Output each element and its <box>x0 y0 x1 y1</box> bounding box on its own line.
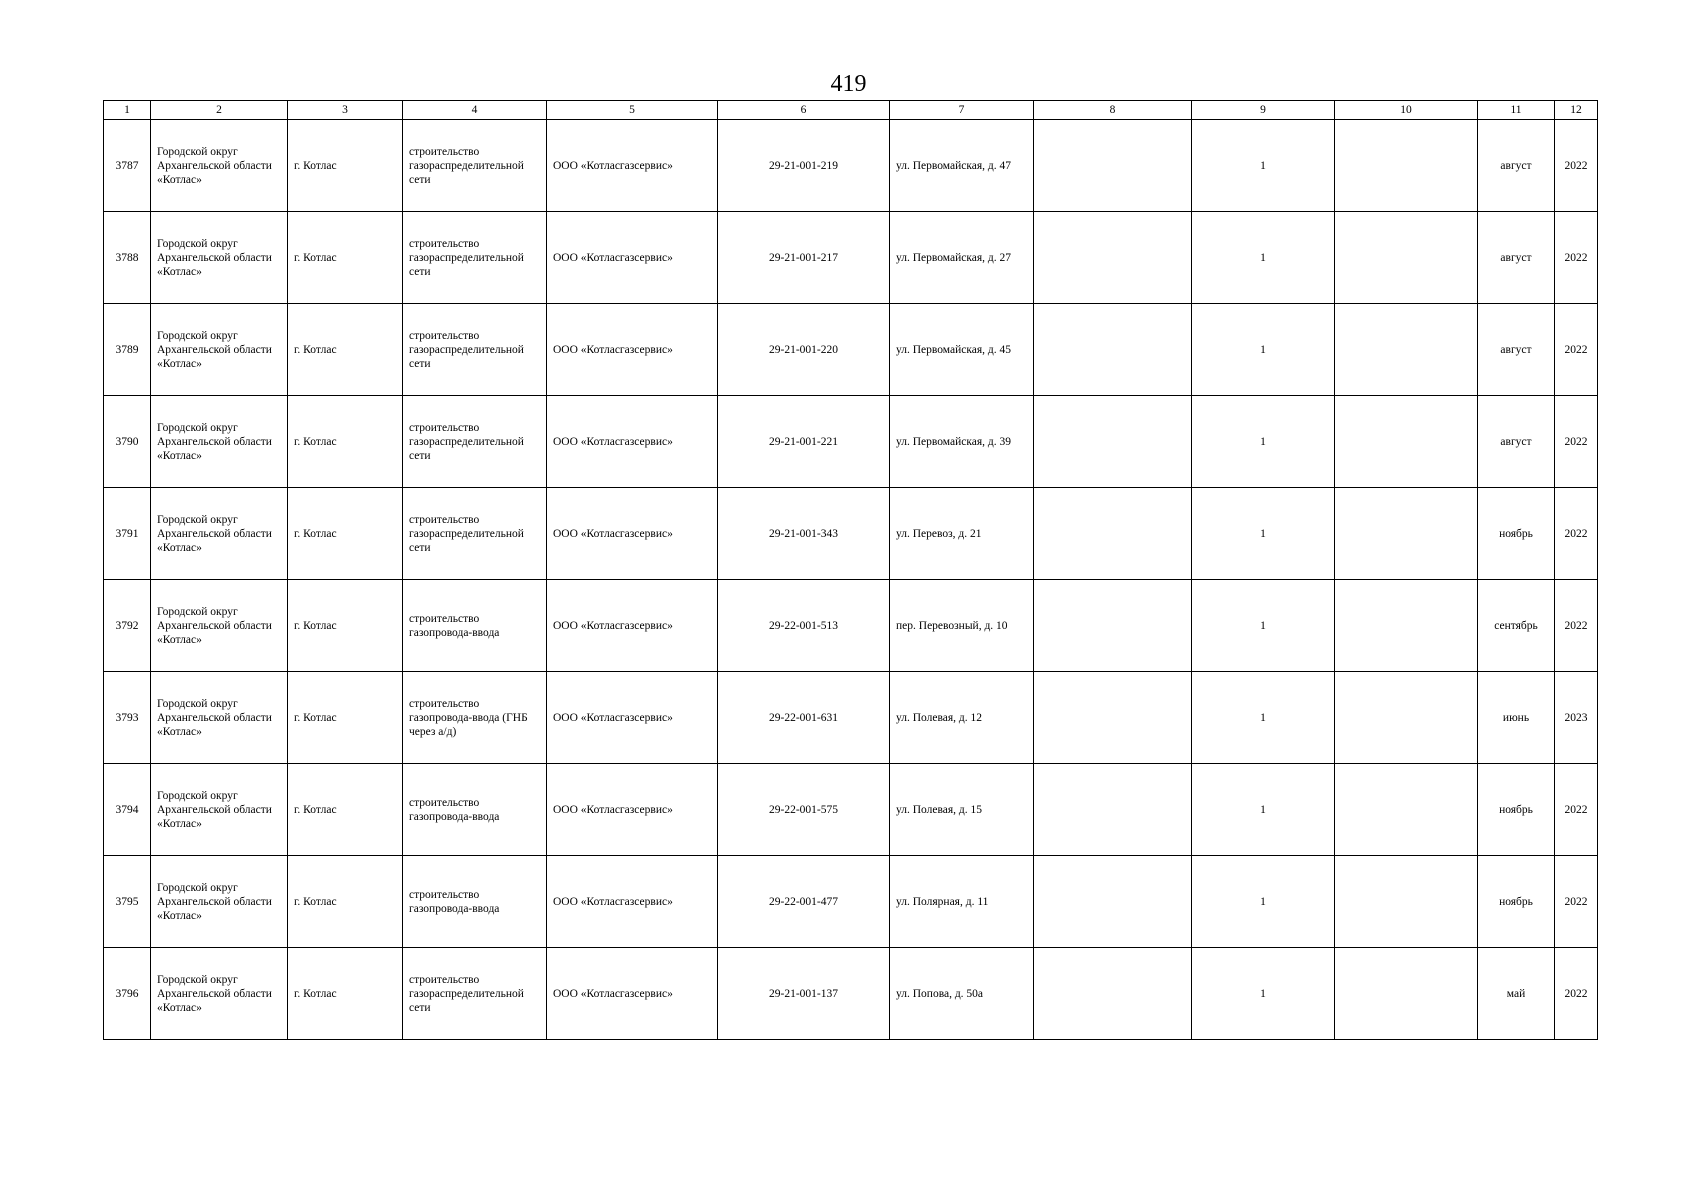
object-code-cell: 29-21-001-221 <box>718 396 890 488</box>
object-code-cell: 29-22-001-575 <box>718 764 890 856</box>
month-cell: сентябрь <box>1478 580 1555 672</box>
table-row <box>104 672 1598 764</box>
column-number: 12 <box>1555 101 1598 120</box>
column-8-cell <box>1034 764 1192 856</box>
header-row <box>104 101 1598 120</box>
row-number: 3787 <box>104 120 151 212</box>
column-number: 5 <box>547 101 718 120</box>
column-10-cell <box>1335 856 1478 948</box>
city-cell: г. Котлас <box>288 856 403 948</box>
address-cell: ул. Первомайская, д. 27 <box>890 212 1034 304</box>
year-cell: 2022 <box>1555 856 1598 948</box>
column-number: 3 <box>288 101 403 120</box>
month-cell: ноябрь <box>1478 856 1555 948</box>
city-cell: г. Котлас <box>288 764 403 856</box>
table-row <box>104 304 1598 396</box>
row-number: 3795 <box>104 856 151 948</box>
object-code-cell: 29-21-001-343 <box>718 488 890 580</box>
company-cell: ООО «Котласгазсервис» <box>547 764 718 856</box>
column-number: 11 <box>1478 101 1555 120</box>
row-number: 3796 <box>104 948 151 1040</box>
column-10-cell <box>1335 488 1478 580</box>
table-row <box>104 948 1598 1040</box>
column-number: 8 <box>1034 101 1192 120</box>
column-number: 4 <box>403 101 547 120</box>
column-number-header <box>104 101 1598 120</box>
municipality-cell: Городской округ Архангельской области «Котлас» <box>151 488 288 580</box>
month-cell: август <box>1478 304 1555 396</box>
column-10-cell <box>1335 764 1478 856</box>
column-8-cell <box>1034 212 1192 304</box>
company-cell: ООО «Котласгазсервис» <box>547 396 718 488</box>
quantity-cell: 1 <box>1192 580 1335 672</box>
column-number: 6 <box>718 101 890 120</box>
company-cell: ООО «Котласгазсервис» <box>547 948 718 1040</box>
table-row <box>104 212 1598 304</box>
column-10-cell <box>1335 580 1478 672</box>
column-10-cell <box>1335 396 1478 488</box>
column-number: 1 <box>104 101 151 120</box>
object-code-cell: 29-21-001-219 <box>718 120 890 212</box>
year-cell: 2022 <box>1555 304 1598 396</box>
row-number: 3792 <box>104 580 151 672</box>
row-number: 3794 <box>104 764 151 856</box>
column-10-cell <box>1335 304 1478 396</box>
column-10-cell <box>1335 948 1478 1040</box>
company-cell: ООО «Котласгазсервис» <box>547 304 718 396</box>
month-cell: август <box>1478 120 1555 212</box>
company-cell: ООО «Котласгазсервис» <box>547 212 718 304</box>
row-number: 3791 <box>104 488 151 580</box>
object-code-cell: 29-22-001-477 <box>718 856 890 948</box>
row-number: 3793 <box>104 672 151 764</box>
row-number: 3789 <box>104 304 151 396</box>
column-number: 9 <box>1192 101 1335 120</box>
company-cell: ООО «Котласгазсервис» <box>547 488 718 580</box>
work-type-cell: строительство газораспределительной сети <box>403 396 547 488</box>
municipality-cell: Городской округ Архангельской области «Котлас» <box>151 396 288 488</box>
table-row <box>104 856 1598 948</box>
page-number: 419 <box>830 71 867 97</box>
month-cell: август <box>1478 396 1555 488</box>
work-type-cell: строительство газопровода-ввода <box>403 580 547 672</box>
table-row <box>104 580 1598 672</box>
municipality-cell: Городской округ Архангельской области «Котлас» <box>151 856 288 948</box>
year-cell: 2022 <box>1555 580 1598 672</box>
year-cell: 2022 <box>1555 488 1598 580</box>
address-cell: пер. Перевозный, д. 10 <box>890 580 1034 672</box>
quantity-cell: 1 <box>1192 396 1335 488</box>
quantity-cell: 1 <box>1192 304 1335 396</box>
company-cell: ООО «Котласгазсервис» <box>547 120 718 212</box>
month-cell: ноябрь <box>1478 488 1555 580</box>
quantity-cell: 1 <box>1192 948 1335 1040</box>
municipality-cell: Городской округ Архангельской области «Котлас» <box>151 212 288 304</box>
month-cell: июнь <box>1478 672 1555 764</box>
column-number: 10 <box>1335 101 1478 120</box>
municipality-cell: Городской округ Архангельской области «Котлас» <box>151 304 288 396</box>
city-cell: г. Котлас <box>288 120 403 212</box>
year-cell: 2022 <box>1555 948 1598 1040</box>
municipality-cell: Городской округ Архангельской области «Котлас» <box>151 672 288 764</box>
work-type-cell: строительство газопровода-ввода <box>403 764 547 856</box>
column-8-cell <box>1034 948 1192 1040</box>
city-cell: г. Котлас <box>288 304 403 396</box>
year-cell: 2023 <box>1555 672 1598 764</box>
quantity-cell: 1 <box>1192 856 1335 948</box>
column-8-cell <box>1034 120 1192 212</box>
quantity-cell: 1 <box>1192 764 1335 856</box>
table-row <box>104 120 1598 212</box>
company-cell: ООО «Котласгазсервис» <box>547 672 718 764</box>
object-code-cell: 29-21-001-217 <box>718 212 890 304</box>
month-cell: август <box>1478 212 1555 304</box>
column-number: 2 <box>151 101 288 120</box>
quantity-cell: 1 <box>1192 212 1335 304</box>
work-type-cell: строительство газопровода-ввода <box>403 856 547 948</box>
city-cell: г. Котлас <box>288 488 403 580</box>
address-cell: ул. Полярная, д. 11 <box>890 856 1034 948</box>
address-cell: ул. Перевоз, д. 21 <box>890 488 1034 580</box>
work-type-cell: строительство газораспределительной сети <box>403 948 547 1040</box>
municipality-cell: Городской округ Архангельской области «Котлас» <box>151 580 288 672</box>
quantity-cell: 1 <box>1192 120 1335 212</box>
address-cell: ул. Первомайская, д. 47 <box>890 120 1034 212</box>
year-cell: 2022 <box>1555 764 1598 856</box>
address-cell: ул. Первомайская, д. 39 <box>890 396 1034 488</box>
city-cell: г. Котлас <box>288 948 403 1040</box>
address-cell: ул. Попова, д. 50а <box>890 948 1034 1040</box>
city-cell: г. Котлас <box>288 580 403 672</box>
quantity-cell: 1 <box>1192 672 1335 764</box>
city-cell: г. Котлас <box>288 396 403 488</box>
object-code-cell: 29-21-001-137 <box>718 948 890 1040</box>
work-type-cell: строительство газораспределительной сети <box>403 212 547 304</box>
column-10-cell <box>1335 212 1478 304</box>
address-cell: ул. Первомайская, д. 45 <box>890 304 1034 396</box>
column-8-cell <box>1034 856 1192 948</box>
work-type-cell: строительство газопровода-ввода (ГНБ через а/д) <box>403 672 547 764</box>
address-cell: ул. Полевая, д. 15 <box>890 764 1034 856</box>
column-number: 7 <box>890 101 1034 120</box>
column-8-cell <box>1034 488 1192 580</box>
year-cell: 2022 <box>1555 212 1598 304</box>
municipality-cell: Городской округ Архангельской области «Котлас» <box>151 764 288 856</box>
column-8-cell <box>1034 396 1192 488</box>
municipality-cell: Городской округ Архангельской области «Котлас» <box>151 948 288 1040</box>
work-type-cell: строительство газораспределительной сети <box>403 488 547 580</box>
address-cell: ул. Полевая, д. 12 <box>890 672 1034 764</box>
work-type-cell: строительство газораспределительной сети <box>403 304 547 396</box>
row-number: 3790 <box>104 396 151 488</box>
month-cell: май <box>1478 948 1555 1040</box>
register-table <box>103 100 1598 1040</box>
city-cell: г. Котлас <box>288 212 403 304</box>
column-10-cell <box>1335 672 1478 764</box>
column-8-cell <box>1034 580 1192 672</box>
company-cell: ООО «Котласгазсервис» <box>547 856 718 948</box>
column-8-cell <box>1034 672 1192 764</box>
object-code-cell: 29-21-001-220 <box>718 304 890 396</box>
city-cell: г. Котлас <box>288 672 403 764</box>
object-code-cell: 29-22-001-513 <box>718 580 890 672</box>
table-row <box>104 764 1598 856</box>
company-cell: ООО «Котласгазсервис» <box>547 580 718 672</box>
quantity-cell: 1 <box>1192 488 1335 580</box>
year-cell: 2022 <box>1555 120 1598 212</box>
column-8-cell <box>1034 304 1192 396</box>
table-row <box>104 488 1598 580</box>
work-type-cell: строительство газораспределительной сети <box>403 120 547 212</box>
column-10-cell <box>1335 120 1478 212</box>
table-row <box>104 396 1598 488</box>
municipality-cell: Городской округ Архангельской области «Котлас» <box>151 120 288 212</box>
object-code-cell: 29-22-001-631 <box>718 672 890 764</box>
row-number: 3788 <box>104 212 151 304</box>
month-cell: ноябрь <box>1478 764 1555 856</box>
year-cell: 2022 <box>1555 396 1598 488</box>
